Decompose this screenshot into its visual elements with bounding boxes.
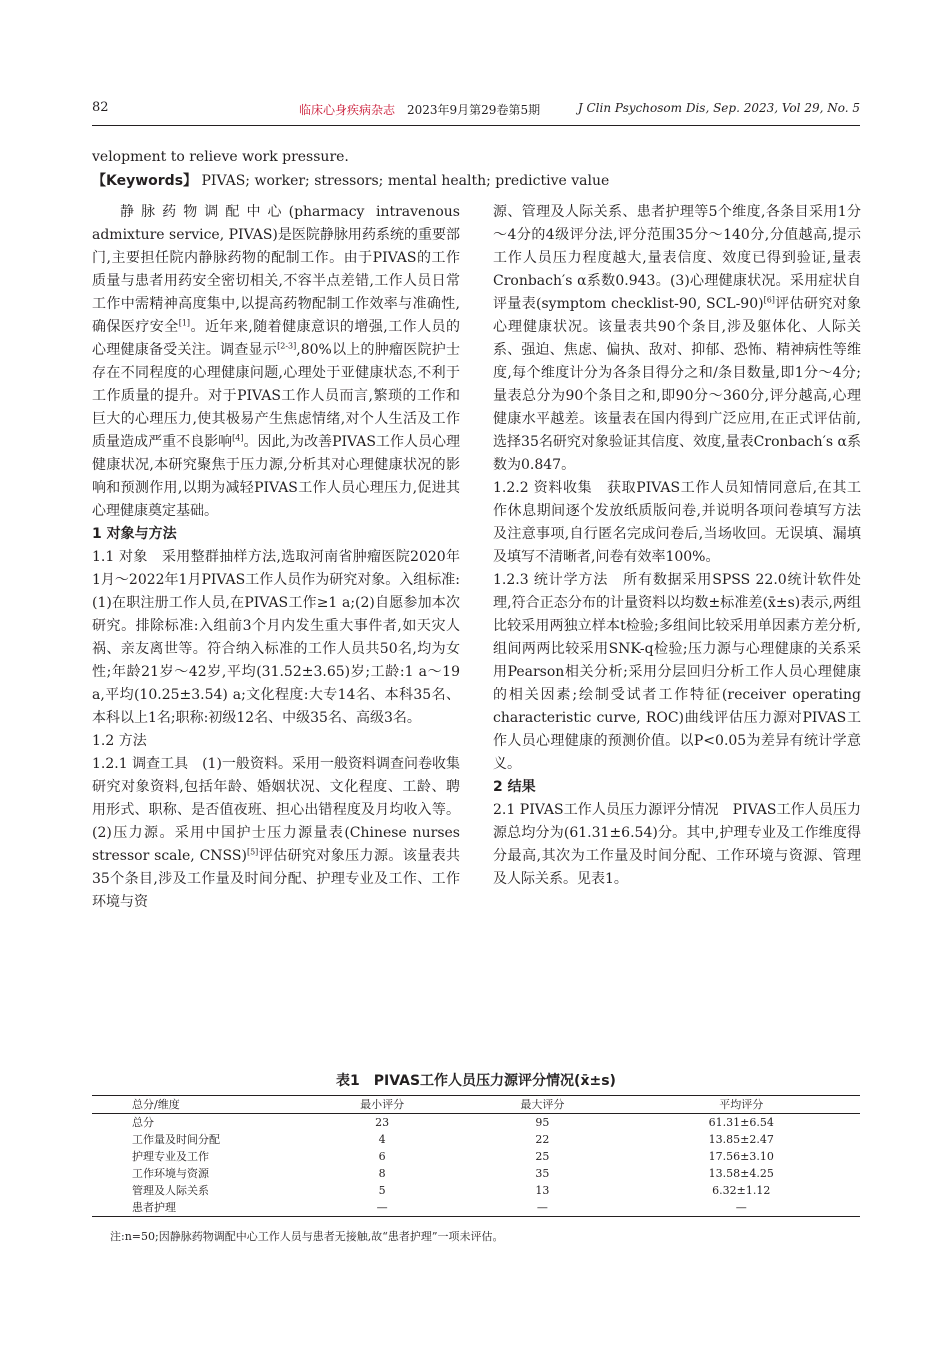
table-cell: 8 [378, 1167, 386, 1180]
table-cell: 95 [535, 1116, 550, 1129]
table-note: 注:n=50;因静脉药物调配中心工作人员与患者无接触,故“患者护理”一项未评估。 [110, 1230, 504, 1243]
intro-paragraph: 静脉药物调配中心(pharmacy intravenous admixture service, PIVAS)是医院静脉用药系统的重要部门,主要担任院内静脉药物的配制工作。由于PIVAS的工作质量与患者用药安全密切相关,不容半点差错,工作人员日常工作中需精神高度集中,以提高药物配制工作效率与准确性,确保医疗安全[1]。近年来,随着健康意识的增强,工作人员的心理健康备受关注。调查显示[2-3],80%以上的肿瘤医院护士存在不同程度的心理健康问题,心理处于亚健康状态,不利于工作质量的提升。对于PIVAS工作人员而言,繁琐的工作和巨大的心理压力,使其极易产生焦虑情绪,对个人生活及工作质量造成严重不良影响[4]。因此,为改善PIVAS工作人员心理健康状况,本研究聚焦于压力源,分析其对心理健康状况的影响和预测作用,以期为减轻PIVAS工作人员心理压力,促进其心理健康奠定基础。 [92, 204, 461, 519]
table-cell: 5 [378, 1184, 386, 1197]
table-header: 总分/维度 [132, 1098, 180, 1111]
table-cell: 13 [535, 1184, 550, 1197]
section-1-2-1: 1.2.1 调查工具 (1)一般资料。采用一般资料调查问卷收集研究对象资料,包括年龄、婚姻状况、文化程度、工龄、聘用形式、职称、是否值夜班、担心出错程度及月均收入等。(2)压力源。采用中国护士压力源量表(Chinese nurses stressor scale, CNSS)[5]评估研究对象压力源。该量表共35个条目,涉及工作量及时间分配、护理专业及工作、工作环境与资 [92, 756, 461, 910]
citation-2-3: [2-3] [277, 341, 297, 351]
table-cell: 17.56±3.10 [708, 1150, 774, 1163]
table-cell: 患者护理 [132, 1201, 176, 1214]
table-cell: — [735, 1201, 747, 1214]
right-column [493, 201, 861, 891]
table-cell: 总分 [132, 1116, 154, 1129]
header-rule [92, 125, 860, 126]
table-row [92, 1182, 860, 1199]
table-cell: 13.58±4.25 [708, 1167, 774, 1180]
table-cell: 工作环境与资源 [132, 1167, 209, 1180]
table-row [92, 1199, 860, 1217]
table-header: 最大评分 [520, 1098, 565, 1111]
keywords-text: PIVAS; worker; stressors; mental health; predictive value [201, 173, 610, 189]
citation-4: [4] [232, 433, 244, 443]
section-1-heading: 1 对象与方法 [92, 526, 177, 542]
section-1-1: 1.1 对象 采用整群抽样方法,选取河南省肿瘤医院2020年1月～2022年1月PIVAS工作人员作为研究对象。入组标准:(1)在职注册工作人员,在PIVAS工作≥1 a;(2)自愿参加本次研究。排除标准:入组前3个月内发生重大事件者,如天灾人祸、亲友离世等。符合纳入标准的工作人员共50名,均为女性;年龄21岁～42岁,平均(31.52±3.65)岁;工龄:1 a～19 a,平均(10.25±3.54) a;文化程度:大专14名、本科35名、本科以上1名;职称:初级12名、中级35名、高级3名。 [92, 549, 460, 726]
citation-5: [5] [246, 847, 259, 857]
table-cell: 22 [535, 1133, 550, 1146]
section-1-2-1-cont: 源、管理及人际关系、患者护理等5个维度,各条目采用1分～4分的4级评分法,评分范围35分～140分,分值越高,提示工作人员压力程度越大,量表信度、效度已得到验证,量表Cronbach′s α系数0.943。(3)心理健康状况。采用症状自评量表(symptom checklist-90, SCL-90)[6]评估研究对象心理健康状况。该量表共90个条目,涉及躯体化、人际关系、强迫、焦虑、偏执、敌对、抑郁、恐怖、精神病性等维度,每个维度计分为各条目得分之和/条目数量,即1分～4分;量表总分为90个条目之和,即90分～360分,评分越高,心理健康水平越差。该量表在国内得到广泛应用,在正式评估前,选择35名研究对象验证其信度、效度,量表Cronbach′s α系数为0.847。 [493, 204, 862, 473]
citation-1: [1] [178, 318, 191, 328]
table-title: 表1 PIVAS工作人员压力源评分情况(x̄±s) [336, 1073, 616, 1089]
page-number: 82 [92, 100, 109, 115]
table-header-row [92, 1096, 860, 1114]
section-2-1: 2.1 PIVAS工作人员压力源评分情况 PIVAS工作人员压力源总均分为(61.31±6.54)分。其中,护理专业及工作维度得分最高,其次为工作量及时间分配、工作环境与资源、管理及人际关系。见表1。 [493, 802, 861, 887]
left-column [92, 201, 460, 914]
keywords-label: 【Keywords】 [92, 173, 198, 189]
journal-title-en: J Clin Psychosom Dis, Sep. 2023, Vol 29, No. 5 [577, 101, 860, 115]
table-cell: 工作量及时间分配 [132, 1133, 220, 1146]
table-cell: 4 [378, 1133, 386, 1146]
table-cell: 管理及人际关系 [132, 1184, 209, 1197]
section-1-2-2: 1.2.2 资料收集 获取PIVAS工作人员知情同意后,在其工作休息期间逐个发放纸质版问卷,并说明各项问卷填写方法及注意事项,自行匿名完成问卷后,当场收回。无误填、漏填及填写不清晰者,问卷有效率100%。 [493, 480, 861, 565]
table-cell: 13.85±2.47 [708, 1133, 774, 1146]
citation-6: [6] [763, 295, 775, 305]
table-cell: 35 [535, 1167, 550, 1180]
keywords-line [92, 170, 609, 192]
table-cell: 23 [375, 1116, 390, 1129]
table-header: 平均评分 [719, 1098, 764, 1111]
table-header: 最小评分 [360, 1098, 405, 1111]
table-row [92, 1131, 860, 1148]
table-cell: — [536, 1201, 548, 1214]
section-1-2-heading: 1.2 方法 [92, 733, 147, 749]
section-2-heading: 2 结果 [493, 779, 536, 795]
table-row [92, 1148, 860, 1165]
abstract-tail: velopment to relieve work pressure. [92, 149, 349, 165]
table-cell: 护理专业及工作 [132, 1150, 209, 1163]
table-cell: 61.31±6.54 [708, 1116, 774, 1129]
table-row [92, 1165, 860, 1182]
table-cell: 6.32±1.12 [712, 1184, 771, 1197]
section-1-2-3: 1.2.3 统计学方法 所有数据采用SPSS 22.0统计软件处理,符合正态分布的计量资料以均数±标准差(x̄±s)表示,两组比较采用两独立样本t检验;多组间比较采用单因素方差分析,组间两两比较采用SNK-q检验;压力源与心理健康的关系采用Pearson相关分析;采用分层回归分析工作人员心理健康的相关因素;绘制受试者工作特征(receiver operating characteristic curve, ROC)曲线评估压力源对PIVAS工作人员心理健康的预测价值。以P<0.05为差异有统计学意义。 [493, 572, 861, 772]
journal-title-cn: 临床心身疾病杂志 [299, 103, 396, 117]
stressor-table [92, 1095, 860, 1217]
table-cell: 6 [378, 1150, 386, 1163]
journal-issue-cn: 2023年9月第29卷第5期 [407, 103, 541, 117]
page-header [92, 100, 860, 122]
table-row [92, 1114, 860, 1132]
table-cell: 25 [535, 1150, 550, 1163]
table-cell: — [376, 1201, 388, 1214]
